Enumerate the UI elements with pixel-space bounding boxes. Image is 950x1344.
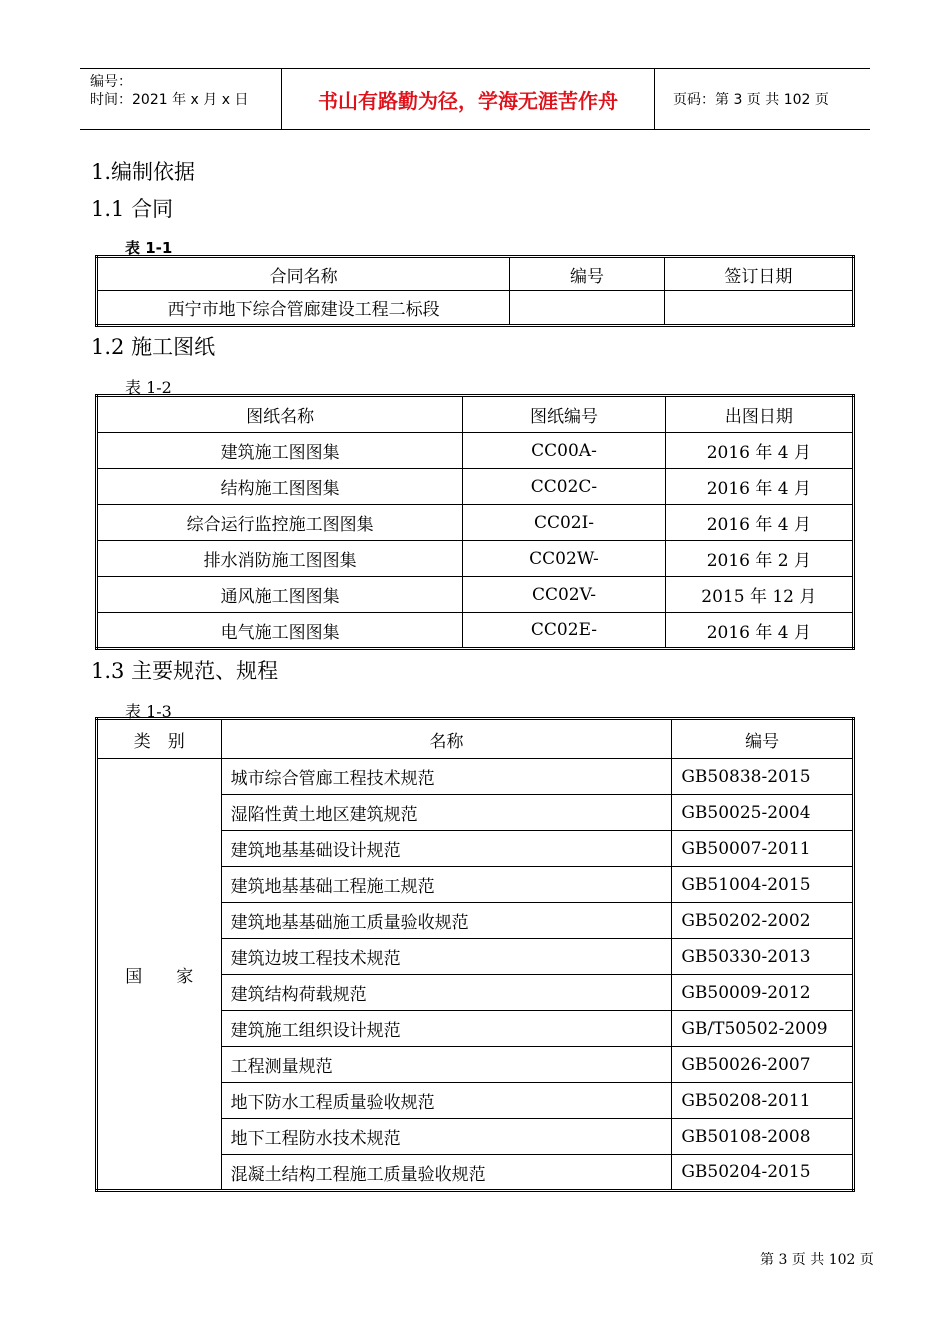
- number-label: 编号：: [90, 74, 132, 90]
- table-cell: GB50208-2011: [672, 1083, 854, 1119]
- table-cell: [510, 291, 664, 326]
- table-cell: GB50330-2013: [672, 939, 854, 975]
- page-info-text: 页码：第 3 页 共 102 页: [673, 92, 829, 108]
- table-row: [97, 433, 854, 469]
- table-cell: 2016 年 4 月: [665, 505, 853, 541]
- section-heading-1-1: 1.1 合同: [91, 197, 174, 221]
- table-cell: GB50838-2015: [672, 759, 854, 795]
- table-cell: 排水消防施工图图集: [97, 541, 463, 577]
- standards-table: [95, 717, 855, 1192]
- table-cell: GB50026-2007: [672, 1047, 854, 1083]
- table-1-3-caption: 表 1-3: [125, 702, 172, 721]
- table-cell: 混凝土结构工程施工质量验收规范: [221, 1155, 672, 1191]
- table-row: [97, 541, 854, 577]
- table-cell: GB50009-2012: [672, 975, 854, 1011]
- table-cell: 建筑施工组织设计规范: [221, 1011, 672, 1047]
- table-cell: 地下防水工程质量验收规范: [221, 1083, 672, 1119]
- table-cell: 建筑施工图图集: [97, 433, 463, 469]
- table-header: 签订日期: [664, 257, 853, 291]
- table-cell: 湿陷性黄土地区建筑规范: [221, 795, 672, 831]
- table-cell: 2016 年 4 月: [665, 613, 853, 649]
- table-cell: GB50007-2011: [672, 831, 854, 867]
- table-header: 合同名称: [97, 257, 510, 291]
- table-cell: GB/T50502-2009: [672, 1011, 854, 1047]
- table-cell: [664, 291, 853, 326]
- table-cell: 结构施工图图集: [97, 469, 463, 505]
- table-cell: 电气施工图图集: [97, 613, 463, 649]
- drawings-table: [95, 394, 855, 650]
- table-cell: 2016 年 4 月: [665, 469, 853, 505]
- table-cell: GB50204-2015: [672, 1155, 854, 1191]
- table-header: 编号: [510, 257, 664, 291]
- table-header: 编号: [672, 719, 854, 759]
- table-row: [97, 577, 854, 613]
- table-header: 出图日期: [665, 396, 853, 433]
- table-cell: CC02E-: [463, 613, 665, 649]
- table-cell: GB50025-2004: [672, 795, 854, 831]
- table-cell: 工程测量规范: [221, 1047, 672, 1083]
- category-cell: 国 家: [97, 759, 222, 1191]
- table-cell: CC00A-: [463, 433, 665, 469]
- table-header: 图纸名称: [97, 396, 463, 433]
- table-cell: 建筑地基基础工程施工规范: [221, 867, 672, 903]
- table-cell: 2016 年 2 月: [665, 541, 853, 577]
- contract-table: [95, 255, 855, 327]
- table-header: 名称: [221, 719, 672, 759]
- table-cell: 建筑边坡工程技术规范: [221, 939, 672, 975]
- table-cell: 建筑地基基础施工质量验收规范: [221, 903, 672, 939]
- table-cell: 2015 年 12 月: [665, 577, 853, 613]
- page-header: [80, 68, 870, 130]
- table-cell: 建筑结构荷载规范: [221, 975, 672, 1011]
- table-cell: 地下工程防水技术规范: [221, 1119, 672, 1155]
- table-cell: CC02I-: [463, 505, 665, 541]
- table-cell: CC02W-: [463, 541, 665, 577]
- table-row: [97, 613, 854, 649]
- table-row: [97, 469, 854, 505]
- table-row: [97, 759, 854, 795]
- table-cell: GB51004-2015: [672, 867, 854, 903]
- table-header: 类 别: [97, 719, 222, 759]
- header-page-info: [665, 69, 870, 129]
- table-1-2-caption: 表 1-2: [125, 378, 172, 397]
- table-cell: CC02C-: [463, 469, 665, 505]
- table-cell: 西宁市地下综合管廊建设工程二标段: [97, 291, 510, 326]
- table-cell: GB50202-2002: [672, 903, 854, 939]
- table-cell: CC02V-: [463, 577, 665, 613]
- table-header: 图纸编号: [463, 396, 665, 433]
- table-cell: 城市综合管廊工程技术规范: [221, 759, 672, 795]
- table-cell: 通风施工图图集: [97, 577, 463, 613]
- time-label: 时间：2021 年 x 月 x 日: [90, 92, 249, 108]
- page-footer: 第 3 页 共 102 页: [760, 1252, 874, 1268]
- table-cell: 2016 年 4 月: [665, 433, 853, 469]
- table-cell: 建筑地基基础设计规范: [221, 831, 672, 867]
- table-row: [97, 291, 854, 326]
- table-row: [97, 505, 854, 541]
- table-1-1-caption: 表 1-1: [125, 239, 173, 257]
- table-cell: GB50108-2008: [672, 1119, 854, 1155]
- header-motto: 书山有路勤为径，学海无涯苦作舟: [282, 69, 655, 129]
- section-heading-1: 1.编制依据: [91, 160, 196, 184]
- section-heading-1-2: 1.2 施工图纸: [91, 335, 216, 359]
- section-heading-1-3: 1.3 主要规范、规程: [91, 659, 279, 683]
- table-cell: 综合运行监控施工图图集: [97, 505, 463, 541]
- header-meta: [80, 69, 282, 129]
